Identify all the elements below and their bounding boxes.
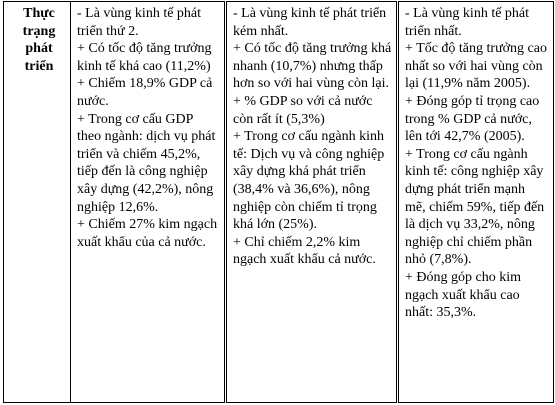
cell-text-region-1: - Là vùng kinh tế phát triển thứ 2. + Có tốc độ tăng trưởng kinh tế khá cao (11,2%) + Chiếm 18,9% GDP cả nước. + Trong cơ cấu GDP theo ngành: dịch vụ phát triển và chiếm 45,2%, tiếp đến là công nghiệp xây dựng (42,2%), nông nghiệp 12,6%. + Chiếm 27% kim ngạch xuất khẩu của cả nước. xyxy=(77,6,218,250)
cell-text-region-3: - Là vùng kinh tế phát triển nhất. + Tốc độ tăng trưởng cao nhất so với hai vùng còn lại (11,9% năm 2005). + Đóng góp tỉ trọng cao trong % GDP cả nước, lên tới 42,7% (2005). + Trong cơ cấu ngành kinh tế: công nghiệp xây dựng phát triển mạnh mẽ, chiếm 59%, tiếp đến là dịch vụ 33,2%, nông nghiệp chỉ chiếm phần nhỏ (7,8%). + Đóng góp cho kim ngạch xuất khẩu cao nhất: 35,3%. xyxy=(405,6,547,321)
comparison-table xyxy=(3,1,554,403)
row-header-label: Thực trạng phát triển xyxy=(22,6,56,74)
row-header-cell xyxy=(4,2,71,403)
table-cell-region-3 xyxy=(398,2,554,403)
table-cell-region-1 xyxy=(71,2,226,403)
table-cell-region-2 xyxy=(226,2,398,403)
cell-text-region-2: - Là vùng kinh tế phát triển kém nhất. + Có tốc độ tăng trưởng khá nhanh (10,7%) nhưng thấp hơn so với hai vùng còn lại. + % GDP so với cả nước còn rất ít (5,3%) + Trong cơ cấu ngành kinh tế: Dịch vụ và công nghiệp xây dựng khá phát triển (38,4% và 36,6%), nông nghiệp còn chiếm tỉ trọng khá lớn (25%). + Chỉ chiếm 2,2% kim ngạch xuất khẩu cả nước. xyxy=(233,6,392,268)
table-row xyxy=(4,2,554,403)
